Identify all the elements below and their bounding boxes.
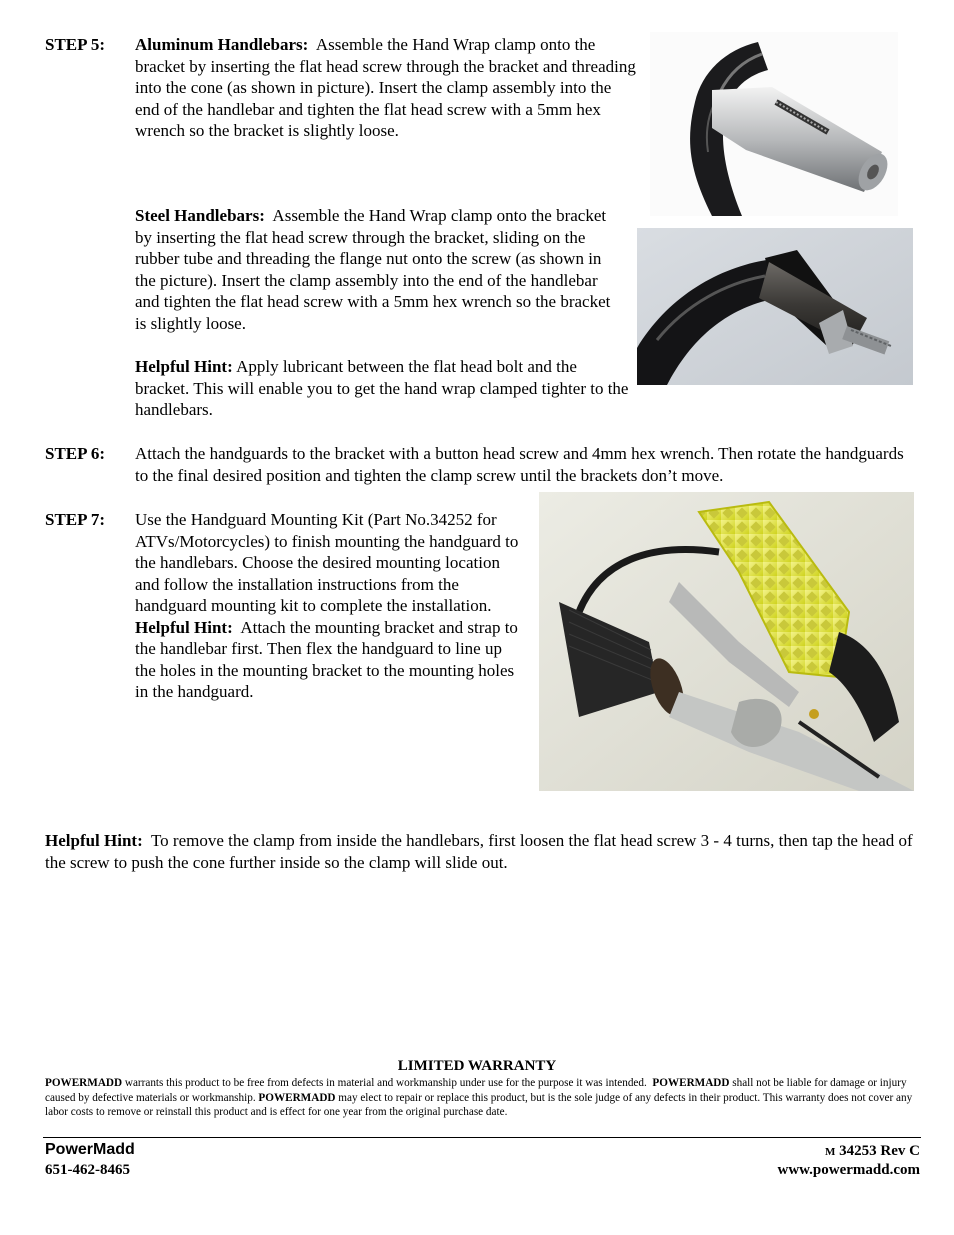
- warranty-title: LIMITED WARRANTY: [397, 1058, 557, 1074]
- handguard-photo: [539, 492, 914, 791]
- step5-hint-paragraph: [135, 356, 630, 421]
- warranty-brand: POWERMADD: [652, 1077, 730, 1089]
- warranty-brand: POWERMADD: [258, 1091, 336, 1104]
- footer-divider: [43, 1137, 921, 1138]
- aluminum-heading: Aluminum Handlebars:: [135, 35, 309, 54]
- warranty-text-3: may elect to repair or replace this product, but is the sole judge of any defects in their product. This warranty does not cover any labor costs to remove or reinstall this product and is effect for one year from the original purchase date.: [45, 1091, 913, 1118]
- steel-clamp-photo: [637, 228, 913, 385]
- warranty-brand: POWERMADD: [45, 1077, 123, 1089]
- warranty-text: [45, 1076, 925, 1120]
- final-hint-heading: Helpful Hint:: [45, 831, 143, 850]
- aluminum-clamp-photo: [650, 32, 898, 216]
- step5-label: STEP 5:: [45, 35, 105, 54]
- step6-text: Attach the handguards to the bracket with a button head screw and 4mm hex wrench. Then rotate the handguards to the final desired position and tighten the clamp screw until the brackets don’t move.: [135, 444, 904, 485]
- step5-steel-paragraph: [135, 205, 625, 334]
- step5-hint-text: Apply lubricant between the flat head bolt and the bracket. This will enable you to get the hand wrap clamped tighter to the handlebars.: [135, 357, 629, 419]
- step5-aluminum-paragraph: [135, 34, 640, 142]
- step7-paragraph: [135, 509, 520, 703]
- footer-brand: PowerMadd: [45, 1141, 135, 1158]
- footer-url[interactable]: www.powermadd.com: [777, 1162, 920, 1178]
- step5-hint-heading: Helpful Hint:: [135, 357, 233, 376]
- footer-phone: 651-462-8465: [45, 1162, 130, 1178]
- final-hint-paragraph: [45, 830, 925, 873]
- aluminum-text: Assemble the Hand Wrap clamp onto the bracket by inserting the flat head screw through the bracket and threading into the cone (as shown in picture). Insert the clamp assembly into the end of the handlebar and tighten the flat head screw with a 5mm hex wrench so the bracket is slightly loose.: [135, 35, 636, 140]
- warranty-text-2: shall not be liable for damage or injury caused by defective materials or workmanship.: [45, 1077, 907, 1104]
- step7-hint-heading: Helpful Hint:: [135, 617, 233, 637]
- final-hint-text: To remove the clamp from inside the handlebars, first loosen the flat head screw 3 - 4 turns, then tap the head of the screw to push the cone further inside so the clamp will slide out.: [45, 831, 913, 872]
- step7-label: STEP 7:: [45, 510, 105, 529]
- doc-prefix: M: [825, 1146, 836, 1158]
- step7-hint-text: Attach the mounting bracket and strap to the handlebar first. Then flex the handguard to line up the holes in the mounting bracket to the mounting holes in the handguard.: [135, 617, 518, 701]
- warranty-text-1: warrants this product to be free from defects in material and workmanship under use for the purpose it was intended.: [124, 1077, 647, 1089]
- step6-label: STEP 6:: [45, 444, 105, 463]
- doc-number: 34253 Rev C: [839, 1143, 920, 1159]
- steel-text: Assemble the Hand Wrap clamp onto the bracket by inserting the flat head screw through the bracket, sliding on the rubber tube and threading the flange nut onto the screw (as shown in the picture). Insert the clamp assembly into the end of the handlebar and tighten the flat head screw with a 5mm hex wrench so the bracket is slightly loose.: [135, 206, 611, 333]
- footer-doc-number: [825, 1143, 920, 1160]
- steel-heading: Steel Handlebars:: [135, 206, 265, 225]
- step7-text: Use the Handguard Mounting Kit (Part No.34252 for ATVs/Motorcycles) to finish mounting the handguard to the handlebars. Choose the desired mounting location and follow the installation instructions from the handguard mounting kit to complete the installation.: [135, 510, 519, 615]
